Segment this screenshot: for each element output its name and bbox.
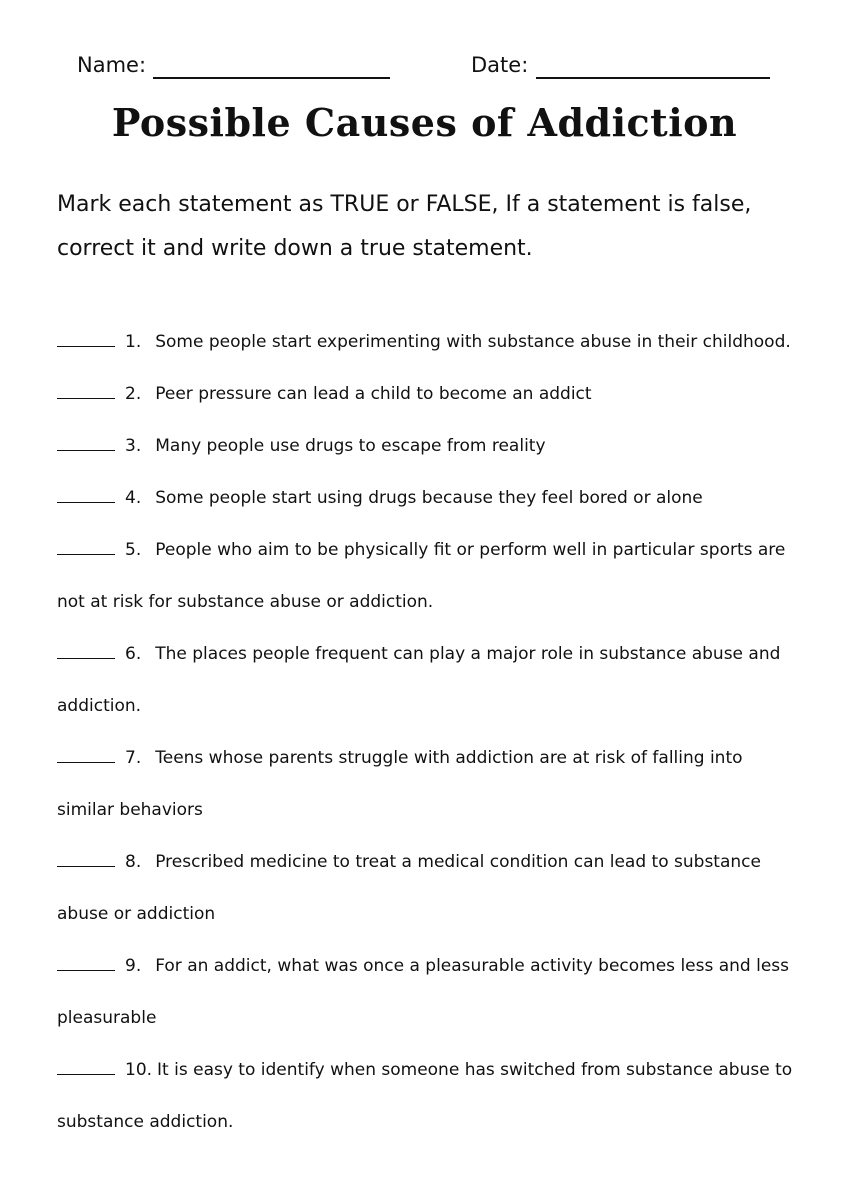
question-text: Some people start using drugs because they feel bored or alone [155,488,703,508]
answer-blank[interactable] [57,398,115,399]
answer-blank[interactable] [57,346,115,347]
date-field[interactable] [536,77,770,79]
name-field[interactable] [153,77,390,79]
question-text: Some people start experimenting with substance abuse in their childhood. [155,332,791,352]
question-text: It is easy to identify when someone has switched from substance abuse to substance addiction. [57,1060,793,1132]
question-number: 7. [125,748,142,768]
answer-blank[interactable] [57,450,115,451]
question-item [57,628,802,732]
question-text: The places people frequent can play a major role in substance abuse and addiction. [57,644,781,716]
question-item [57,316,802,368]
page-title: Possible Causes of Addiction [111,100,738,145]
question-number: 9. [125,956,142,976]
question-number: 6. [125,644,142,664]
question-text: Teens whose parents struggle with addiction are at risk of falling into similar behaviors [57,748,743,820]
question-item [57,732,802,836]
question-text: Peer pressure can lead a child to become an addict [155,384,592,404]
answer-blank[interactable] [57,1074,115,1075]
question-number: 1. [125,332,142,352]
question-item [57,836,802,940]
question-number: 2. [125,384,142,404]
worksheet-header [0,48,849,84]
answer-blank[interactable] [57,970,115,971]
answer-blank[interactable] [57,866,115,867]
question-list [57,316,802,1148]
question-item [57,1044,802,1148]
question-text: Many people use drugs to escape from reality [155,436,546,456]
question-text: People who aim to be physically fit or perform well in particular sports are not at risk for substance abuse or addiction. [57,540,786,612]
question-number: 8. [125,852,142,872]
question-item [57,368,802,420]
question-number: 4. [125,488,142,508]
answer-blank[interactable] [57,554,115,555]
question-item [57,420,802,472]
answer-blank[interactable] [57,502,115,503]
question-number: 5. [125,540,142,560]
instructions: Mark each statement as TRUE or FALSE, If a statement is false, correct it and write down a true statement. [57,192,752,261]
answer-blank[interactable] [57,762,115,763]
date-label: Date: [471,53,529,77]
question-item [57,940,802,1044]
question-item [57,524,802,628]
question-number: 3. [125,436,142,456]
question-item [57,472,802,524]
name-label: Name: [77,53,147,77]
question-text: For an addict, what was once a pleasurable activity becomes less and less pleasurable [57,956,790,1028]
question-text: Prescribed medicine to treat a medical condition can lead to substance abuse or addiction [57,852,761,924]
answer-blank[interactable] [57,658,115,659]
question-number: 10. [125,1060,153,1080]
